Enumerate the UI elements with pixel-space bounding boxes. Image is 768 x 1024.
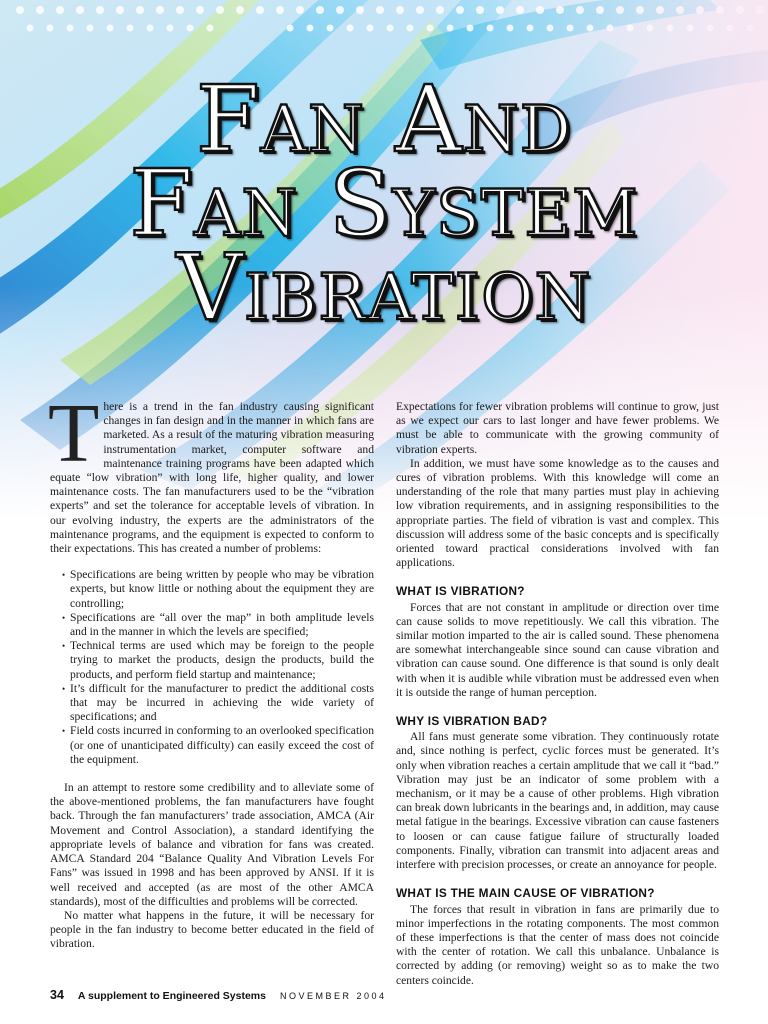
- future-paragraph: No matter what happens in the future, it will be necessary for people in the fan industry to become better educated in the field of vibration.: [50, 908, 374, 951]
- list-item: • Specifications are being written by people who may be vibration experts, but know little or nothing about the equipment they are controlling;: [70, 568, 374, 611]
- publication-name: A supplement to Engineered Systems: [77, 990, 266, 1002]
- section-heading-what-is-vibration: WHAT IS VIBRATION?: [396, 584, 525, 599]
- amca-paragraph: In an attempt to restore some credibility and to alleviate some of the above-mentioned problems, the fan manufacturers have fought back. Through the fan manufacturers’ trade association, AMCA (Air Movement and Control Association), a standard identifying the appropriate levels of balance and vibration for fans was created. AMCA Standard 204 “Balance Quality And Vibration Levels For Fans” was issued in 1998 and has been approved by ANSI. If it is well received and accepted (as are most of the other AMCA standards), most of the difficulties and problems will be corrected.: [50, 781, 374, 908]
- what-is-vibration-paragraph: Forces that are not constant in amplitude or direction over time can cause solids to move repetitiously. We call this vibration. The similar motion imparted to the air is called sound. These phenomena are somewhat interchangeable since sound can cause vibration and vibration can cause sound. One difference is that sound is only dealt with when it is audible while vibration must be addressed even when it is outside the range of human perception.: [396, 600, 719, 699]
- title-line-1: Fan And: [195, 66, 573, 173]
- list-item: • It’s difficult for the manufacturer to predict the additional costs that may be incurred in achieving the wide variety of specifications; and: [70, 682, 374, 725]
- list-item: • Field costs incurred in conforming to an overlooked specification (or one of unanticipated difficulty) can easily exceed the cost of the equipment.: [70, 724, 374, 767]
- why-is-vibration-bad-paragraph: All fans must generate some vibration. They continuously rotate and, since nothing is perfect, cyclic forces must be generated. It’s only when vibration reaches a certain amplitude that we call it “bad.” Vibration may just be an indicator of some problem with a mechanism, or it may be a cause of other problems. High vibration can break down lubricants in the bearings and, in addition, may cause metal fatigue in the bearings. Excessive vibration can cause fasteners to loosen or can cause fatigue failure of structurally loaded components. Finally, vibration can transmit into adjacent areas and interfere with precision processes, or create an annoyance for people.: [396, 730, 719, 872]
- main-cause-paragraph: The forces that result in vibration in fans are primarily due to minor imperfections in the rotating components. The most common of these imperfections is that the center of mass does not coincide with the center of rotation. We call this unbalance. Unbalance is corrected by adding (or removing) weight so as to make the two centers coincide.: [396, 902, 719, 987]
- left-column: [48, 387, 374, 952]
- section-heading-why-is-vibration-bad: WHY IS VIBRATION BAD?: [396, 714, 548, 729]
- page-footer: [50, 988, 387, 1004]
- list-item: • Technical terms are used which may be foreign to the people trying to market the products, design the products, build the products, and perform field startup and maintenance;: [70, 639, 374, 682]
- knowledge-paragraph: In addition, we must have some knowledge as to the causes and cures of vibration problems. With this knowledge will come an understanding of the role that many parties must play in achieving low vibration requirements, and in assigning responsibilities to the appropriate parties. The field of vibration is vast and complex. This discussion will address some of the basic concepts and is specifically oriented toward practical considerations involved with fan applications.: [396, 456, 719, 570]
- list-item: • Specifications are “all over the map” in both amplitude levels and in the manner in which the levels are specified;: [70, 611, 374, 639]
- expectations-paragraph: Expectations for fewer vibration problems will continue to grow, just as we expect our cars to last longer and have fewer problems. We must be able to communicate with the growing community of vibration experts.: [396, 400, 719, 456]
- page-number: 34: [50, 988, 64, 1002]
- problems-list: [50, 568, 374, 767]
- intro-text: here is a trend in the fan industry causing significant changes in fan design and in the manner in which fans are marketed. As a result of the maturing vibration measuring instrumentation market, computer software and maintenance training programs have been adapted which equate “low vibration” with long life, higher quality, and lower maintenance costs. The fan manufacturers used to be the “vibration experts” and set the tolerance for acceptable levels of vibration. In our evolving industry, the experts are the administrators of the maintenance programs, and the equipment is expected to conform to their expectations. This has created a number of problems:: [50, 400, 374, 556]
- right-column: [396, 400, 719, 988]
- section-heading-main-cause: WHAT IS THE MAIN CAUSE OF VIBRATION?: [396, 886, 655, 901]
- drop-cap: T: [48, 387, 100, 480]
- title-line-2: Fan System: [129, 150, 639, 257]
- article-title: [0, 66, 768, 341]
- title-line-3: Vibration: [176, 234, 592, 341]
- issue-date: NOVEMBER 2004: [279, 991, 387, 1001]
- intro-paragraph: [48, 387, 374, 556]
